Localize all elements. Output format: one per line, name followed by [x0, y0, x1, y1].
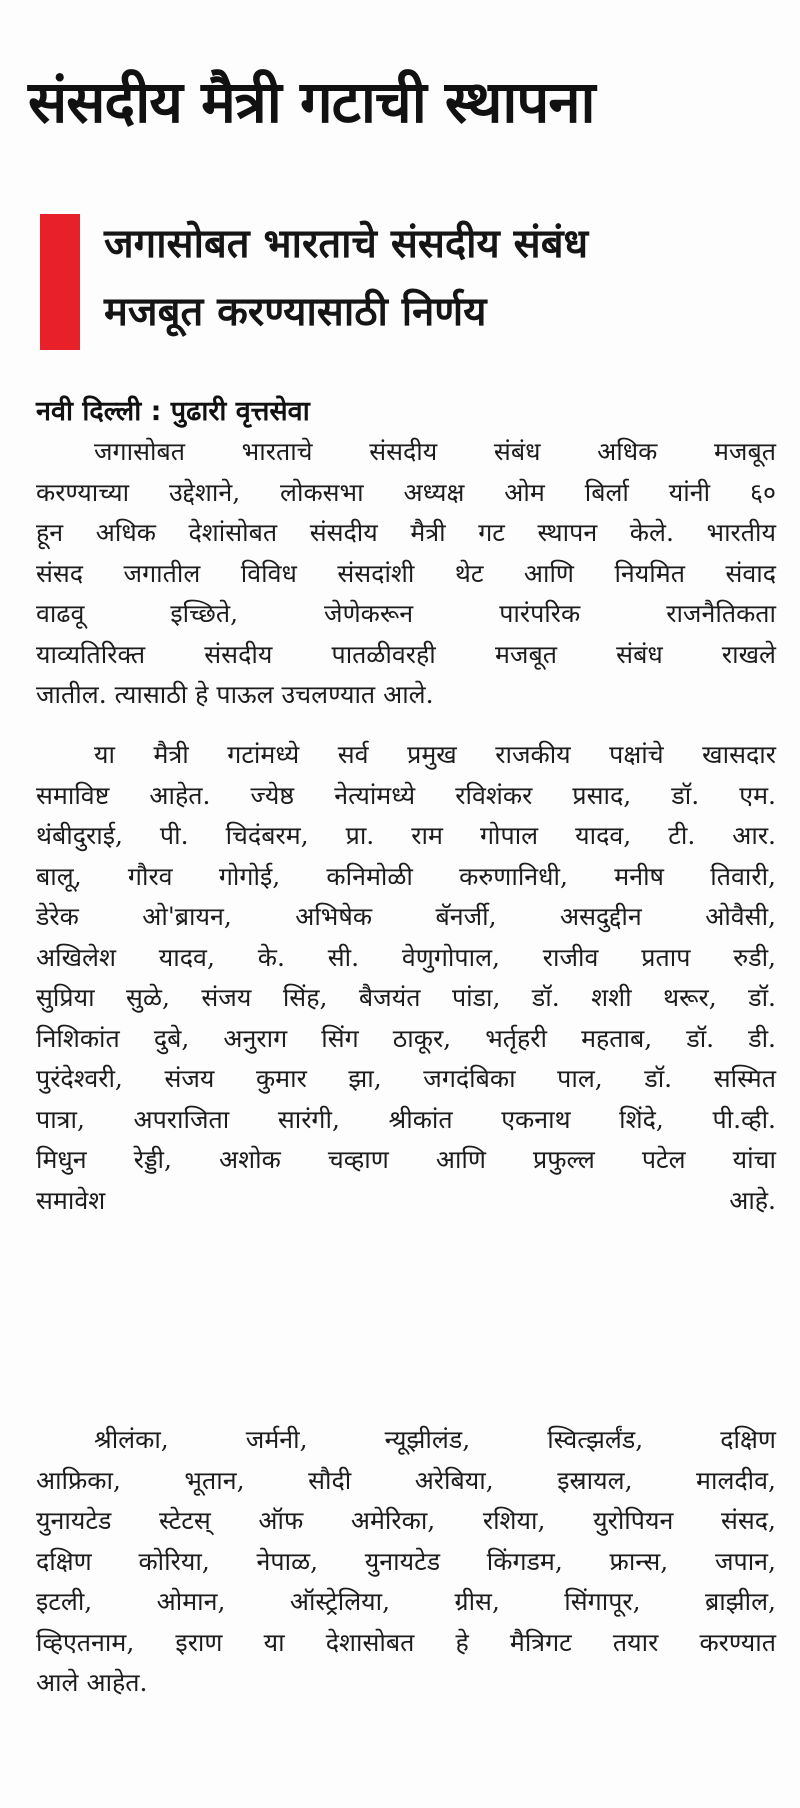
body-line: समावेश आहे.	[36, 1185, 776, 1215]
body-line: या मैत्री गटांमध्ये सर्व प्रमुख राजकीय पक्षांचे खासदार	[94, 740, 776, 769]
paragraph-2	[36, 735, 776, 1221]
body-line: पुरंदेश्वरी, संजय कुमार झा, जगदंबिका पाल, डॉ. सस्मित	[36, 1064, 776, 1093]
body-line: बालू, गौरव गोगोई, कनिमोळी करुणानिधी, मनीष तिवारी,	[36, 861, 776, 891]
body-line: जातील. त्यासाठी हे पाऊल उचलण्यात आले.	[36, 680, 434, 709]
subheadline-block	[40, 210, 780, 350]
subheadline	[104, 210, 784, 346]
body-line: जगासोबत भारताचे संसदीय संबंध अधिक मजबूत	[94, 437, 776, 466]
body-line: पात्रा, अपराजिता सारंगी, श्रीकांत एकनाथ शिंदे, पी.व्ही.	[36, 1104, 776, 1134]
body-line: याव्यतिरिक्त संसदीय पातळीवरही मजबूत संबंध राखले	[36, 639, 776, 669]
body-line: डेरेक ओ'ब्रायन, अभिषेक बॅनर्जी, असदुद्दीन ओवैसी,	[36, 902, 776, 931]
body-line: समाविष्ट आहेत. ज्येष्ठ नेत्यांमध्ये रविशंकर प्रसाद, डॉ. एम.	[36, 780, 776, 810]
body-line: सुप्रिया सुळे, संजय सिंह, बैजयंत पांडा, डॉ. शशी थरूर, डॉ.	[36, 983, 776, 1012]
body-line: दक्षिण कोरिया, नेपाळ, युनायटेड किंगडम, फ्रान्स, जपान,	[36, 1546, 776, 1576]
body-line: युनायटेड स्टेटस् ऑफ अमेरिका, रशिया, युरोपियन संसद,	[36, 1506, 776, 1535]
body-line: मिधुन रेड्डी, अशोक चव्हाण आणि प्रफुल्ल पटेल यांचा	[36, 1145, 776, 1174]
body-line: करण्याच्या उद्देशाने, लोकसभा अध्यक्ष ओम बिर्ला यांनी ६०	[36, 477, 776, 507]
body-line: आले आहेत.	[36, 1668, 148, 1697]
paragraph-3	[36, 1420, 776, 1704]
subheadline-line: जगासोबत भारताचे संसदीय संबंध	[104, 221, 589, 267]
dateline: नवी दिल्ली : पुढारी वृत्तसेवा	[36, 396, 310, 427]
red-accent-bar	[40, 214, 80, 350]
body-line: अखिलेश यादव, के. सी. वेणुगोपाल, राजीव प्रताप रुडी,	[36, 942, 776, 972]
body-line: इटली, ओमान, ऑस्ट्रेलिया, ग्रीस, सिंगापूर, ब्राझील,	[36, 1587, 776, 1616]
subheadline-line: मजबूत करण्यासाठी निर्णय	[104, 289, 487, 335]
body-line: हून अधिक देशांसोबत संसदीय मैत्री गट स्थापन केले. भारतीय	[36, 518, 776, 547]
body-line: व्हिएतनाम, इराण या देशासोबत हे मैत्रिगट तयार करण्यात	[36, 1627, 776, 1657]
body-line: आफ्रिका, भूतान, सौदी अरेबिया, इस्रायल, मालदीव,	[36, 1465, 776, 1495]
headline: संसदीय मैत्री गटाची स्थापना	[28, 68, 595, 136]
body-line: वाढवू इच्छिते, जेणेकरून पारंपरिक राजनैतिकता	[36, 599, 776, 628]
body-line: निशिकांत दुबे, अनुराग सिंग ठाकूर, भर्तृहरी महताब, डॉ. डी.	[36, 1023, 776, 1053]
paragraph-1	[36, 432, 776, 716]
body-line: थंबीदुराई, पी. चिदंबरम, प्रा. राम गोपाल यादव, टी. आर.	[36, 821, 776, 850]
body-line: श्रीलंका, जर्मनी, न्यूझीलंड, स्वित्झर्लंड, दक्षिण	[94, 1425, 776, 1454]
body-line: संसद जगातील विविध संसदांशी थेट आणि नियमित संवाद	[36, 558, 776, 588]
